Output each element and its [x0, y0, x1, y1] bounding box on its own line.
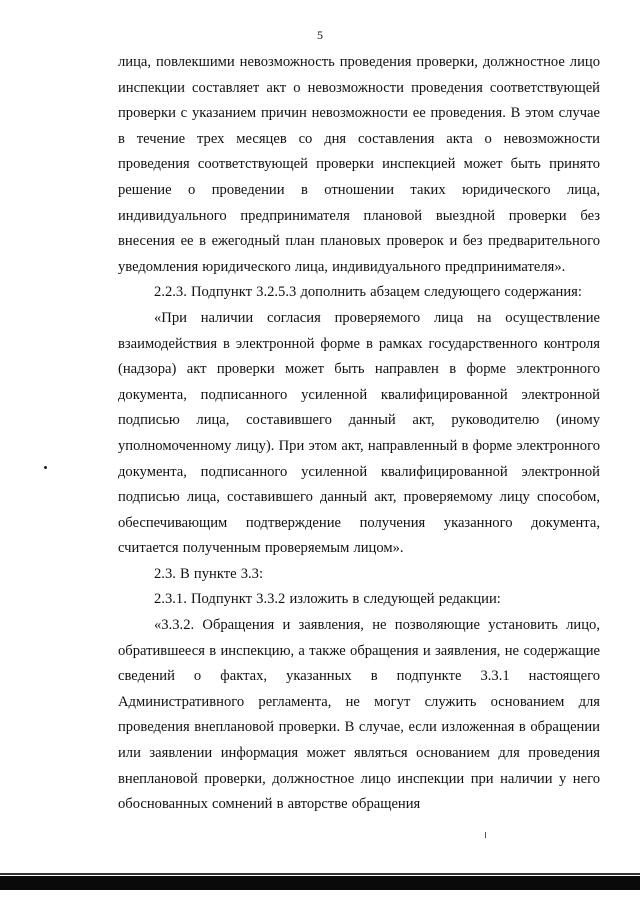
page-number: 5 — [317, 28, 323, 42]
paragraph-2: 2.2.3. Подпункт 3.2.5.3 дополнить абзацем следующего содержания: — [154, 284, 582, 301]
paragraph-6: «3.3.2. Обращения и заявления, не позволяющие установить лицо, обратившееся в инспекцию, а также обращения и заявления, не содержащие сведений о фактах, указанных в подпункте 3.3.1 настоящего Административного регламента, не могут служить основанием для проведения внеплановой проверки. В случае, если изложенная в обращении или заявлении информация может являться основанием для проведения внеплановой проверки, должностное лицо инспекции при наличии у него обоснованных сомнений в авторстве обращения — [118, 617, 600, 813]
paragraph-1: лица, повлекшими невозможность проведения проверки, должностное лицо инспекции составляет акт о невозможности проведения соответствующей проверки с указанием причин невозможности ее проведения. В этом случае в течение трех месяцев со дня составления акта о невозможности проведения соответствующей проверки инспекцией может быть принято решение о проведении в отношении таких юридического лица, индивидуального предпринимателя плановой выездной проверки без внесения ее в ежегодный план плановых проверок и без предварительного уведомления юридического лица, индивидуального предпринимателя». — [118, 54, 600, 275]
scan-speck — [485, 832, 486, 838]
scan-speck — [44, 466, 47, 469]
paragraph-4: 2.3. В пункте 3.3: — [154, 565, 264, 582]
scan-edge-line — [0, 873, 640, 875]
paragraph-3: «При наличии согласия проверяемого лица на осуществление взаимодействия в электронной форме в рамках государственного контроля (надзора) акт проверки может быть направлен в форме электронного документа, подписанного усиленной квалифицированной электронной подписью лица, составившего данный акт, руководителю (иному уполномоченному лицу). При этом акт, направленный в форме электронного документа, подписанного усиленной квалифицированной электронной подписью лица, составившего данный акт, проверяемому лицу способом, обеспечивающим подтверждение получения указанного документа, считается полученным проверяемым лицом». — [118, 309, 600, 557]
paragraph-5: 2.3.1. Подпункт 3.3.2 изложить в следующей редакции: — [154, 591, 501, 608]
scan-bottom-border — [0, 876, 640, 890]
document-body — [118, 50, 600, 818]
